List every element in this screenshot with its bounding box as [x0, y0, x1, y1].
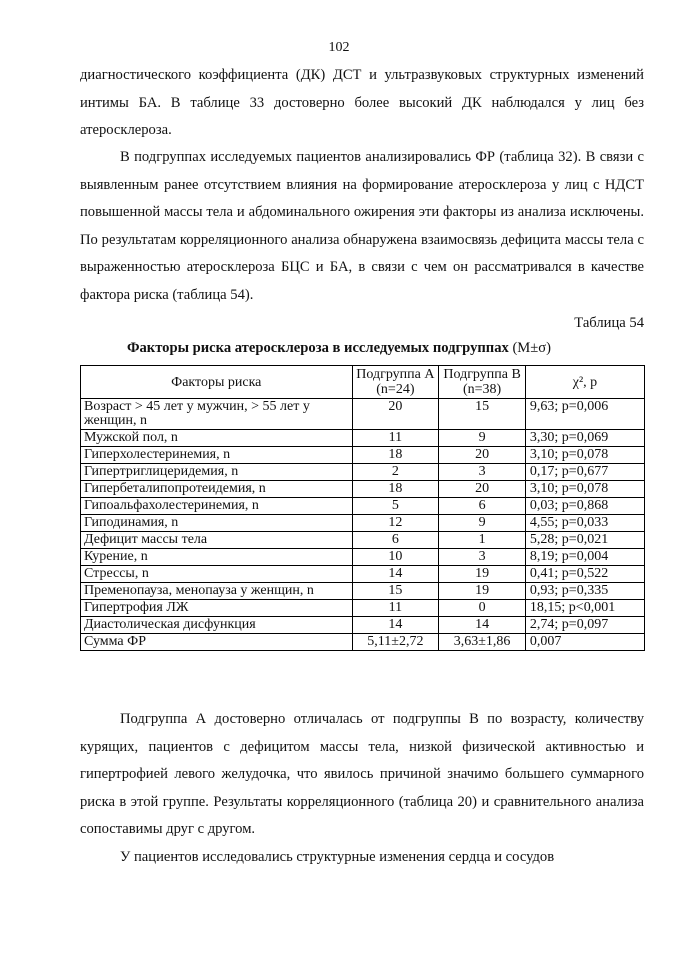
cell-group-a: 18 — [352, 481, 439, 498]
cell-stat: 3,30; p=0,069 — [525, 430, 644, 447]
header-stat: χ², p — [525, 366, 644, 399]
cell-group-b: 6 — [439, 498, 526, 515]
table-row — [81, 498, 645, 515]
cell-stat: 3,10; p=0,078 — [525, 481, 644, 498]
cell-group-b: 1 — [439, 532, 526, 549]
paragraph-2: В подгруппах исследуемых пациентов анализировались ФР (таблица 32). В связи с выявленным ранее отсутствием влияния на формирование атеросклероза у лиц с НДСТ повышенной массы тела и абдоминального ожирения эти факторы из анализа исключены. По результатам корреляционного анализа обнаружена взаимосвязь дефицита массы тела с выраженностью атеросклероза БЦС и БА, в связи с чем он рассматривался в качестве фактора риска (таблица 54). — [80, 149, 644, 303]
cell-stat: 4,55; p=0,033 — [525, 515, 644, 532]
table-caption — [0, 340, 678, 357]
table-row — [81, 634, 645, 651]
table-row — [81, 617, 645, 634]
cell-group-a: 6 — [352, 532, 439, 549]
cell-factor: Курение, n — [81, 549, 353, 566]
cell-group-b: 0 — [439, 600, 526, 617]
cell-group-a: 10 — [352, 549, 439, 566]
cell-group-b: 14 — [439, 617, 526, 634]
page-number: 102 — [328, 40, 350, 55]
paragraph-4: У пациентов исследовались структурные изменения сердца и сосудов — [120, 849, 555, 865]
header-group-b: Подгруппа В (n=38) — [439, 366, 526, 399]
paragraph-1: диагностического коэффициента (ДК) ДСТ и ультразвуковых структурных изменений интимы БА. В таблице 33 достоверно более высокий ДК наблюдался у лиц без атеросклероза. — [80, 67, 644, 138]
cell-group-a: 14 — [352, 617, 439, 634]
cell-group-a: 5 — [352, 498, 439, 515]
cell-factor: Возраст > 45 лет у мужчин, > 55 лет у женщин, n — [81, 399, 353, 430]
table-row — [81, 481, 645, 498]
paragraph-3: Подгруппа А достоверно отличалась от подгруппы В по возрасту, количеству курящих, пациентов с дефицитом массы тела, низкой физической активностью и гипертрофией левого желудочка, что явилось причиной значимо большего суммарного риска в этой группе. Результаты корреляционного (таблица 20) и сравнительного анализа сопоставимы друг с другом. — [80, 711, 644, 837]
table-caption-units: (M±σ) — [508, 340, 552, 356]
cell-group-b: 3 — [439, 549, 526, 566]
table-label: Таблица 54 — [574, 315, 644, 331]
table-row — [81, 515, 645, 532]
cell-factor: Гипербеталипопротеидемия, n — [81, 481, 353, 498]
cell-factor: Дефицит массы тела — [81, 532, 353, 549]
cell-stat: 0,17; p=0,677 — [525, 464, 644, 481]
risk-factors-table — [80, 365, 645, 651]
cell-stat: 3,10; p=0,078 — [525, 447, 644, 464]
cell-factor: Гипоальфахолестеринемия, n — [81, 498, 353, 515]
cell-group-a: 5,11±2,72 — [352, 634, 439, 651]
table-row — [81, 532, 645, 549]
cell-group-b: 15 — [439, 399, 526, 430]
table-caption-title: Факторы риска атеросклероза в исследуемых подгруппах — [126, 340, 509, 356]
header-group-a: Подгруппа А (n=24) — [352, 366, 439, 399]
table-row — [81, 600, 645, 617]
cell-group-b: 9 — [439, 515, 526, 532]
header-factor: Факторы риска — [81, 366, 353, 399]
table-row — [81, 583, 645, 600]
table-header-row — [81, 366, 645, 399]
cell-factor: Гипертрофия ЛЖ — [81, 600, 353, 617]
cell-stat: 18,15; p<0,001 — [525, 600, 644, 617]
cell-factor: Гипертриглицеридемия, n — [81, 464, 353, 481]
cell-group-a: 14 — [352, 566, 439, 583]
cell-group-a: 18 — [352, 447, 439, 464]
cell-stat: 5,28; p=0,021 — [525, 532, 644, 549]
table-body — [81, 399, 645, 651]
table-row — [81, 430, 645, 447]
cell-stat: 0,007 — [525, 634, 644, 651]
cell-factor: Гиподинамия, n — [81, 515, 353, 532]
cell-stat: 2,74; p=0,097 — [525, 617, 644, 634]
cell-factor: Гиперхолестеринемия, n — [81, 447, 353, 464]
cell-factor: Сумма ФР — [81, 634, 353, 651]
cell-factor: Стрессы, n — [81, 566, 353, 583]
cell-group-b: 19 — [439, 566, 526, 583]
cell-group-a: 20 — [352, 399, 439, 430]
table-row — [81, 566, 645, 583]
cell-group-b: 20 — [439, 481, 526, 498]
table-row — [81, 447, 645, 464]
cell-group-b: 3,63±1,86 — [439, 634, 526, 651]
cell-factor: Мужской пол, n — [81, 430, 353, 447]
cell-stat: 9,63; p=0,006 — [525, 399, 644, 430]
table-row — [81, 399, 645, 430]
cell-stat: 0,41; p=0,522 — [525, 566, 644, 583]
cell-group-a: 11 — [352, 600, 439, 617]
cell-stat: 0,03; p=0,868 — [525, 498, 644, 515]
cell-group-b: 19 — [439, 583, 526, 600]
cell-group-b: 9 — [439, 430, 526, 447]
table-row — [81, 464, 645, 481]
cell-group-b: 20 — [439, 447, 526, 464]
cell-factor: Диастолическая дисфункция — [81, 617, 353, 634]
cell-factor: Пременопауза, менопауза у женщин, n — [81, 583, 353, 600]
cell-group-a: 11 — [352, 430, 439, 447]
cell-group-a: 2 — [352, 464, 439, 481]
cell-group-a: 12 — [352, 515, 439, 532]
table-row — [81, 549, 645, 566]
cell-group-b: 3 — [439, 464, 526, 481]
cell-stat: 8,19; p=0,004 — [525, 549, 644, 566]
cell-stat: 0,93; p=0,335 — [525, 583, 644, 600]
cell-group-a: 15 — [352, 583, 439, 600]
